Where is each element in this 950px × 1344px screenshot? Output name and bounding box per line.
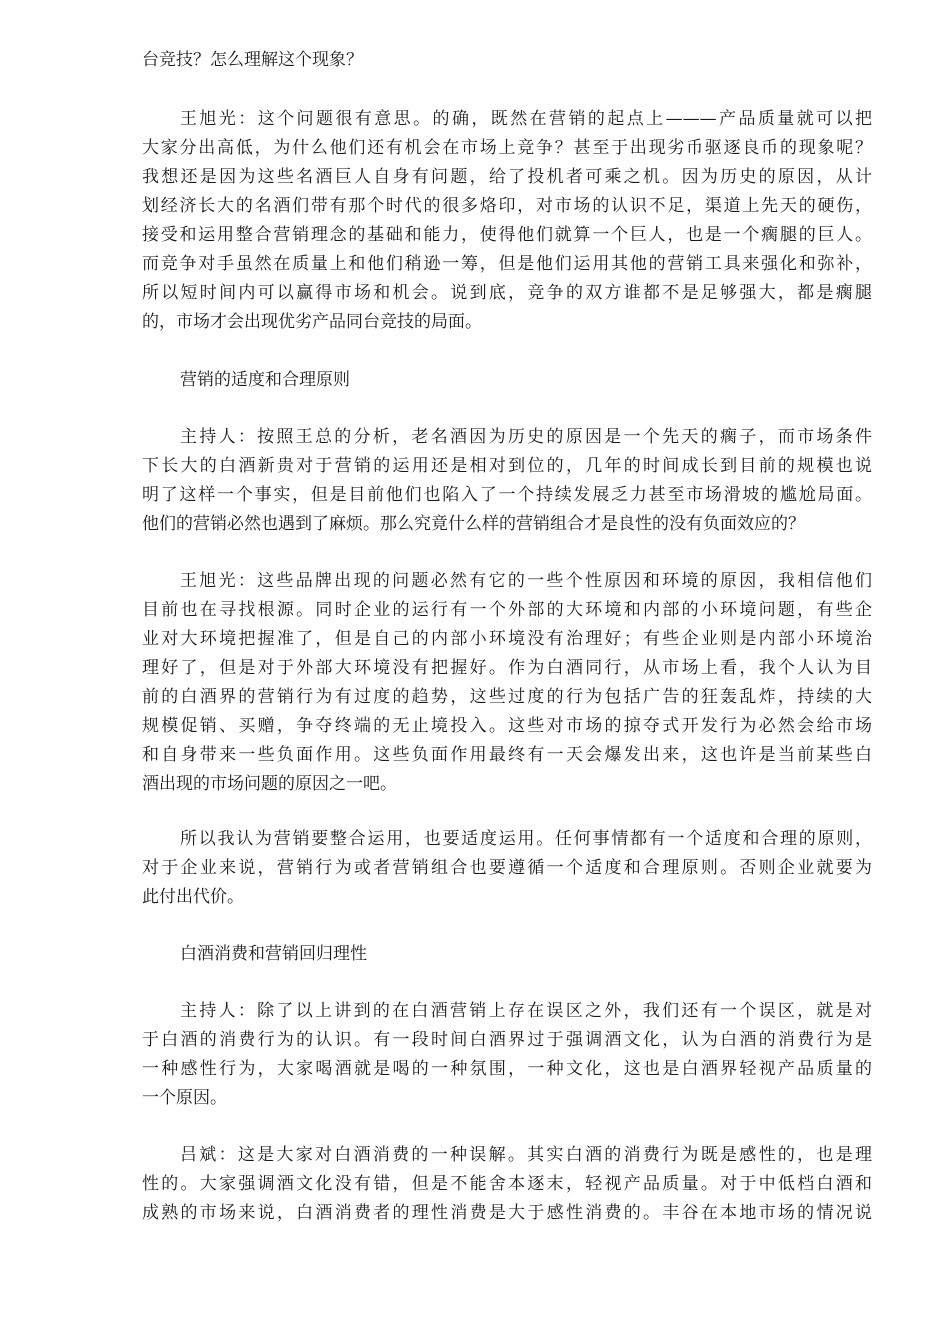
text-line: 下长大的白酒新贵对于营销的运用还是相对到位的，几年的时间成长到目前的规模也说: [142, 456, 872, 476]
text-line: 目前也在寻找根源。同时企业的运行有一个外部的大环境和内部的小环境问题，有些企: [142, 600, 872, 620]
text-line: 王旭光：这个问题很有意思。的确，既然在营销的起点上———产品质量就可以把: [180, 109, 872, 129]
text-line: 于白酒的消费行为的认识。有一段时间白酒界过于强调酒文化，认为白酒的消费行为是: [142, 1030, 872, 1050]
text-line: 他们的营销必然也遇到了麻烦。那么究竟什么样的营销组合才是良性的没有负面效应的？: [142, 514, 805, 534]
text-line: 所以我认为营销要整合运用，也要适度运用。任何事情都有一个适度和合理的原则，: [180, 829, 872, 849]
text-line: 吕斌：这是大家对白酒消费的一种误解。其实白酒的消费行为既是感性的，也是理: [180, 1145, 872, 1165]
text-line: 一种感性行为，大家喝酒就是喝的一种氛围，一种文化，这也是白酒界轻视产品质量的: [142, 1059, 872, 1079]
text-line: 和自身带来一些负面作用。这些负面作用最终有一天会爆发出来，这也许是当前某些白: [142, 745, 872, 765]
paragraph-continuation: [142, 46, 872, 75]
section-heading: 白酒消费和营销回归理性: [180, 944, 367, 964]
paragraph-moderation: [142, 825, 872, 912]
text-line: 一个原因。: [142, 1088, 227, 1108]
text-line: 成熟的市场来说，白酒消费者的理性消费是大于感性消费的。丰谷在本地市场的情况说: [142, 1203, 872, 1223]
text-line: 王旭光：这些品牌出现的问题必然有它的一些个性原因和环境的原因，我相信他们: [180, 571, 872, 591]
text-line: 接受和运用整合营销理念的基础和能力，使得他们就算一个巨人，也是一个瘸腿的巨人。: [142, 225, 872, 245]
text-line: 主持人：除了以上讲到的在白酒营销上存在误区之外，我们还有一个误区，就是对: [180, 1001, 872, 1021]
paragraph-wang-xuguang-2: [142, 567, 872, 799]
text-line: 主持人：按照王总的分析，老名酒因为历史的原因是一个先天的瘸子，而市场条件: [180, 427, 872, 447]
text-line: 对于企业来说，营销行为或者营销组合也要遵循一个适度和合理原则。否则企业就要为: [142, 858, 872, 878]
text-line: 所以短时间内可以赢得市场和机会。说到底，竞争的双方谁都不是足够强大，都是瘸腿: [142, 283, 872, 303]
text-line: 的，市场才会出现优劣产品同台竞技的局面。: [142, 312, 482, 332]
text-line: 而竞争对手虽然在质量上和他们稍逊一筹，但是他们运用其他的营销工具来强化和弥补，: [142, 254, 872, 274]
section-heading: 营销的适度和合理原则: [180, 370, 350, 390]
text-line: 酒出现的市场问题的原因之一吧。: [142, 774, 397, 794]
text-line: 划经济长大的名酒们带有那个时代的很多烙印，对市场的认识不足，渠道上先天的硬伤，: [142, 196, 872, 216]
text-line: 性的。大家强调酒文化没有错，但是不能舍本逐末，轻视产品质量。对于中低档白酒和: [142, 1174, 872, 1194]
paragraph-wang-xuguang-1: [142, 105, 872, 337]
paragraph-host-2: [142, 997, 872, 1113]
text-line: 台竞技？怎么理解这个现象？: [142, 50, 363, 70]
text-line: 明了这样一个事实，但是目前他们也陷入了一个持续发展乏力甚至市场滑坡的尴尬局面。: [142, 485, 872, 505]
paragraph-lv-bin: [142, 1141, 872, 1228]
text-line: 此付出代价。: [142, 887, 244, 907]
paragraph-host-1: [142, 423, 872, 539]
text-line: 理好了，但是对于外部大环境没有把握好。作为白酒同行，从市场上看，我个人认为目: [142, 658, 872, 678]
text-line: 我想还是因为这些名酒巨人自身有问题，给了投机者可乘之机。因为历史的原因，从计: [142, 167, 872, 187]
text-line: 业对大环境把握准了，但是自己的内部小环境没有治理好；有些企业则是内部小环境治: [142, 629, 872, 649]
text-line: 前的白酒界的营销行为有过度的趋势，这些过度的行为包括广告的狂轰乱炸，持续的大: [142, 687, 872, 707]
text-line: 大家分出高低，为什么他们还有机会在市场上竞争？甚至于出现劣币驱逐良币的现象呢？: [142, 138, 872, 158]
text-line: 规模促销、买赠，争夺终端的无止境投入。这些对市场的掠夺式开发行为必然会给市场: [142, 716, 872, 736]
